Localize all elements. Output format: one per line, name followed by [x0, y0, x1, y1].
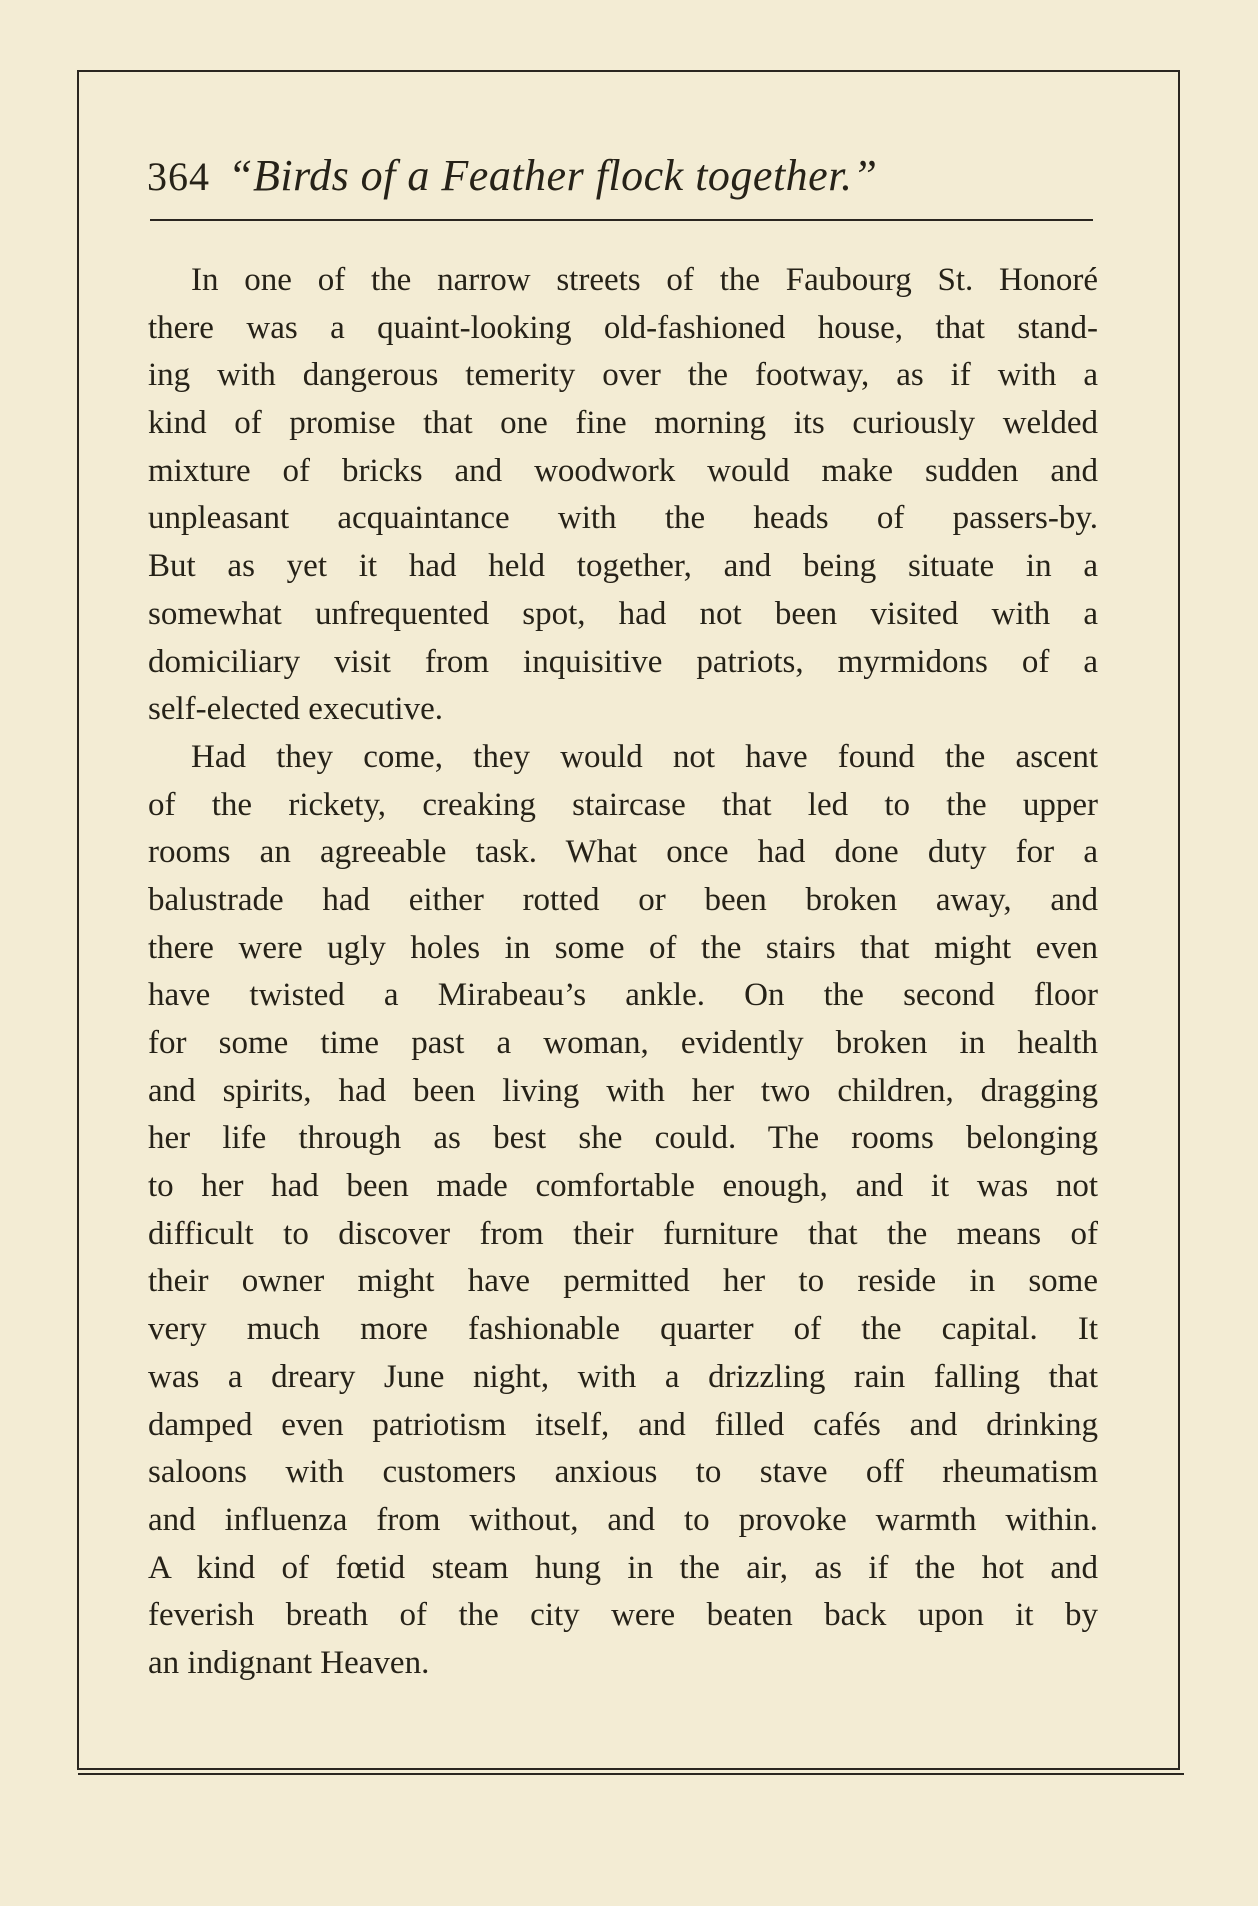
text-line: her life through as best she could. The rooms belonging	[148, 1120, 1098, 1157]
text-line: In one of the narrow streets of the Faubourg St. Honoré	[191, 262, 1098, 298]
text-line: their owner might have permitted her to reside in some	[148, 1263, 1098, 1300]
text-line: and spirits, had been living with her two children, dragging	[148, 1072, 1098, 1109]
text-line: feverish breath of the city were beaten back upon it by	[148, 1597, 1098, 1634]
header-rule	[150, 219, 1093, 221]
text-line: balustrade had either rotted or been broken away, and	[148, 881, 1098, 918]
bottom-rule	[78, 1773, 1184, 1775]
text-line: very much more fashionable quarter of the capital. It	[148, 1311, 1098, 1348]
text-line: self-elected executive.	[148, 691, 443, 728]
running-title: “Birds of a Feather flock together.”	[228, 151, 878, 200]
text-line: ing with dangerous temerity over the footway, as if with a	[148, 357, 1098, 394]
text-line: and influenza from without, and to provoke warmth within.	[148, 1501, 1098, 1538]
text-line: for some time past a woman, evidently broken in health	[148, 1025, 1098, 1061]
text-line: somewhat unfrequented spot, had not been visited with a	[148, 595, 1098, 632]
paragraph-1	[148, 257, 1098, 734]
text-line: have twisted a Mirabeau’s ankle. On the second floor	[148, 977, 1098, 1014]
text-line: domiciliary visit from inquisitive patriots, myrmidons of a	[148, 643, 1098, 680]
text-line: of the rickety, creaking staircase that led to the upper	[148, 786, 1098, 823]
text-line: saloons with customers anxious to stave off rheumatism	[148, 1454, 1098, 1491]
text-line: kind of promise that one fine morning its curiously welded	[148, 405, 1098, 442]
text-line: to her had been made comfortable enough, and it was not	[148, 1168, 1098, 1205]
text-line: there were ugly holes in some of the stairs that might even	[148, 929, 1098, 966]
running-head	[147, 150, 1093, 220]
text-line: mixture of bricks and woodwork would make sudden and	[148, 452, 1098, 489]
paragraph-2	[148, 734, 1098, 1688]
text-line: was a dreary June night, with a drizzling rain falling that	[148, 1358, 1098, 1395]
text-line: damped even patriotism itself, and filled cafés and drinking	[148, 1406, 1098, 1443]
text-line: difficult to discover from their furniture that the means of	[148, 1215, 1098, 1252]
body-text	[148, 257, 1098, 1688]
text-line: unpleasant acquaintance with the heads of passers-by.	[148, 500, 1098, 537]
text-line: rooms an agreeable task. What once had done duty for a	[148, 834, 1098, 871]
text-line: an indignant Heaven.	[148, 1644, 430, 1681]
text-line: Had they come, they would not have found the ascent	[191, 738, 1098, 775]
page-number: 364	[147, 154, 210, 199]
text-line: there was a quaint-looking old-fashioned house, that stand-	[148, 309, 1098, 346]
text-line: A kind of fœtid steam hung in the air, as if the hot and	[148, 1549, 1098, 1586]
text-line: But as yet it had held together, and being situate in a	[148, 548, 1098, 585]
